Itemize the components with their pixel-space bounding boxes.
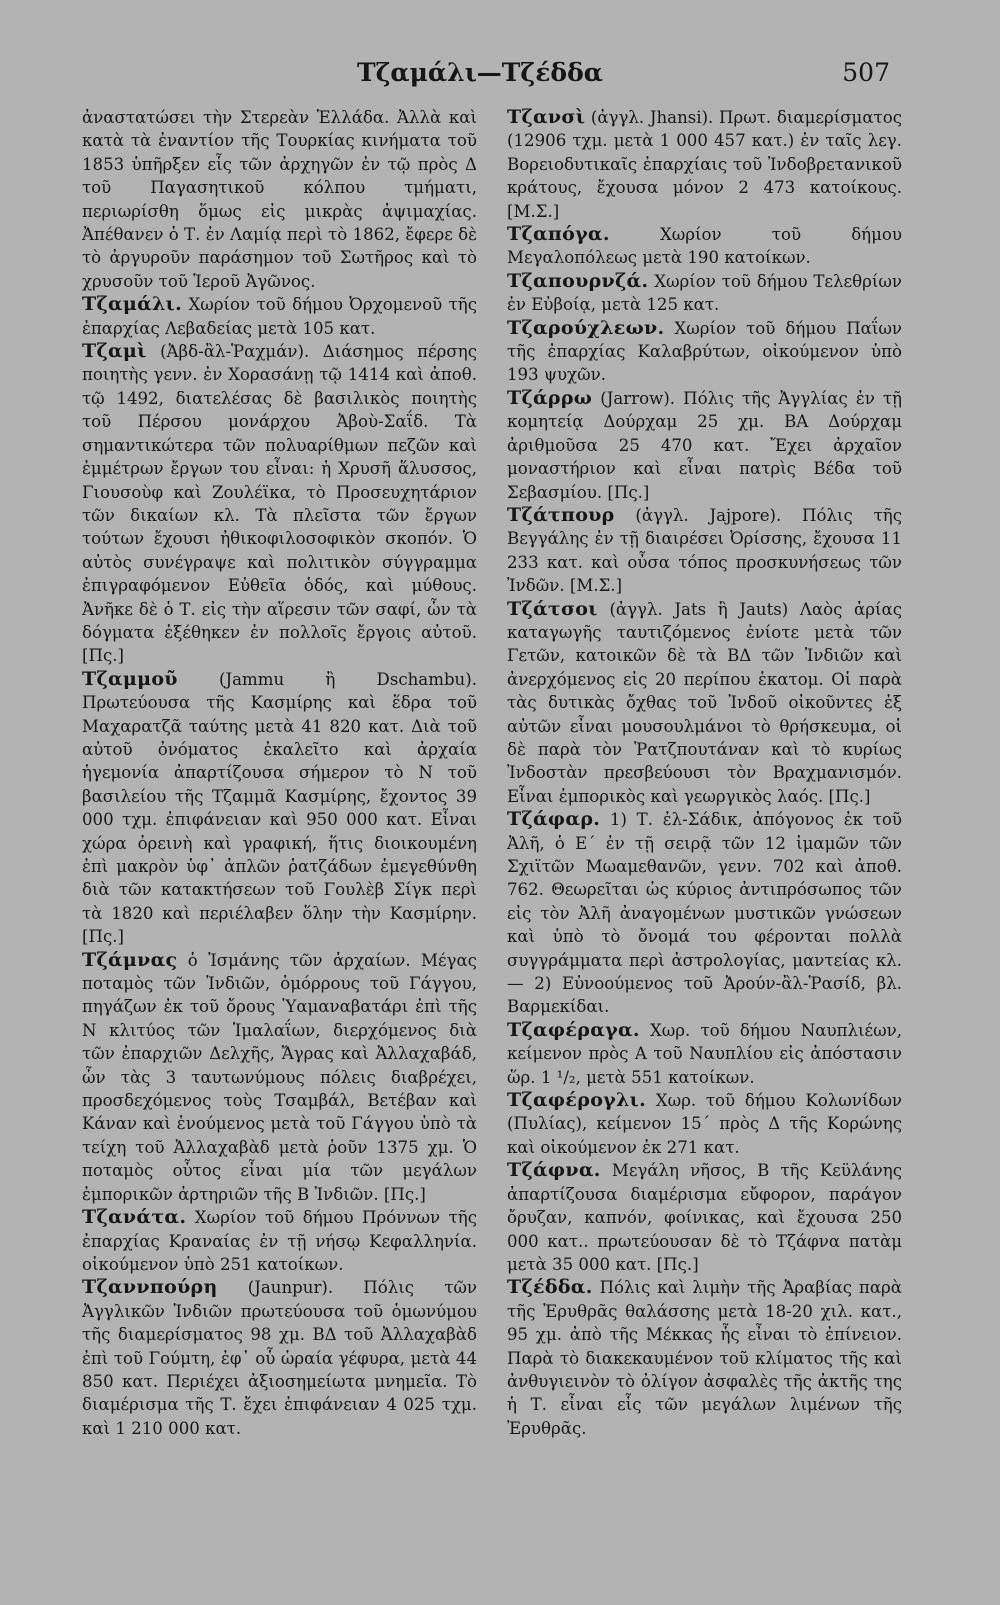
entry-headword: Τζαμμοῦ — [82, 667, 178, 690]
entry-headword: Τζαπουρνζά. — [507, 269, 649, 292]
dictionary-entry — [82, 668, 477, 949]
dictionary-entry — [507, 270, 902, 317]
entry-text: 1) Τ. ἐλ-Σάδικ, ἀπόγονος ἐκ τοῦ Ἀλῆ, ὁ Ε΄ ἐν τῇ σειρᾷ τῶν 12 ἰμαμῶν τῶν Σχιϊτῶν Μωαμεθανῶν, γενν. 702 καὶ ἀποθ. 762. Θεωρεῖται ὡς κύριος ἀντιπρόσωπος τῶν εἰς τὸν Ἀλῆ ἀναγομένων μυστικῶν γνώσεων καὶ ὑπὸ τὸ ὄνομά του φέρονται πολλὰ συγγράμματα περὶ ἀστρολογίας, μαντείας κλ. — 2) Εὐνοούμενος τοῦ Ἀρούν-ἂλ-Ῥασίδ, βλ. Βαρμεκίδαι. — [507, 810, 902, 1017]
dictionary-entry — [82, 1206, 477, 1276]
entry-text: Χωρ. τοῦ δήμου Κολωνίδων (Πυλίας), κείμενον 15΄ πρὸς Δ τῆς Κορώνης καὶ οἰκούμενον ἐκ 271 κατ. — [507, 1091, 903, 1157]
dictionary-entry — [82, 106, 477, 293]
dictionary-entry — [507, 223, 902, 270]
page-header — [70, 58, 890, 94]
dictionary-entry — [507, 808, 902, 1019]
entry-headword: Τζαπόγα. — [507, 223, 610, 246]
entry-text: (Ἀβδ-ἂλ-Ῥαχμάν). Διάσημος πέρσης ποιητὴς γενν. ἐν Χορασάνῃ τῷ 1414 καὶ ἀποθ. τῷ 1492, διατελέσας δὲ βασιλικὸς ποιητὴς τοῦ Πέρσου μονάρχου Ἀβοὺ-Σαΐδ. Τὰ σημαντικώτερα τῶν πολυαρίθμων πεζῶν καὶ ἐμμέτρων ἔργων του εἶναι: ἡ Χρυσῆ ἅλυσσος, Γιουσοὺφ καὶ Ζουλέϊκα, τὸ Προσευχητάριον τῶν δικαίων κλ. Τὰ πλεῖστα τῶν ἔργων τούτων ἔχουσι ἠθικοφιλοσοφικὸν σκοπόν. Ὁ αὐτὸς συνέγραψε καὶ πολιτικὸν σύγγραμμα ἐπιγραφόμενον Εὐθεῖα ὁδός, καὶ μύθους. Ἀνῆκε δὲ ὁ Τ. εἰς τὴν αἵρεσιν τῶν σαφί, ὧν τὰ δόγματα ἐξέθηκεν ἐν πολλοῖς ἔργοις αὐτοῦ. [Πς.] — [82, 342, 477, 666]
entry-headword: Τζαμὶ — [82, 340, 147, 363]
entry-text: (Jarrow). Πόλις τῆς Ἀγγλίας ἐν τῇ κομητείᾳ Δούρχαμ 25 χμ. ΒΑ Δούρχαμ ἀριθμοῦσα 25 470 κατ. Ἔχει ἀρχαῖον μοναστήριον καὶ εἶναι πατρὶς Βέδα τοῦ Σεβασμίου. [Πς.] — [507, 388, 902, 502]
entry-text: Χωρίον τοῦ δήμου Μεγαλοπόλεως μετὰ 190 κατοίκων. — [507, 225, 902, 268]
dictionary-entry — [507, 1276, 902, 1440]
entry-text: Χωρίον τοῦ δήμου Τελεθρίων ἐν Εὐβοίᾳ, μετὰ 125 κατ. — [507, 271, 902, 315]
entry-headword: Τζαρούχλεων. — [507, 316, 665, 339]
dictionary-entry — [507, 598, 902, 809]
entry-headword: Τζαφέραγα. — [507, 1018, 640, 1041]
entry-headword: Τζάτσοι — [507, 597, 598, 620]
dictionary-entry — [82, 1276, 477, 1440]
entry-headword: Τζάμνας — [82, 948, 178, 971]
right-column — [507, 106, 902, 1440]
dictionary-entry — [507, 317, 902, 387]
entry-text: Μεγάλη νῆσος, Β τῆς Κεϋλάνης ἀπαρτίζουσα διαμέρισμα εὔφορον, παράγον ὄρυζαν, καπνόν, φοίνικας, καὶ ἔχουσα 250 000 κατ.. πρωτεύουσαν δὲ τὸ Τζάφνα πατὰμ μετὰ 35 000 κατ. [Πς.] — [507, 1161, 902, 1274]
entry-text: (ἀγγλ. Jajpore). Πόλις τῆς Βεγγάλης ἐν τῇ διαιρέσει Ὀρίσσης, ἔχουσα 11 233 κατ. καὶ οὖσα τόπος προσκυνήσεως τῶν Ἰνδῶν. [Μ.Σ.] — [507, 505, 902, 596]
entry-text: (Jaunpur). Πόλις τῶν Ἀγγλικῶν Ἰνδιῶν πρωτεύουσα τοῦ ὁμωνύμου τῆς διαμερίσματος 98 χμ. ΒΔ τοῦ Ἀλλαχαβὰδ ἐπὶ τοῦ Γούμτη, ἐφ᾽ οὗ ὡραία γέφυρα, μετὰ 44 850 κατ. Περιέχει ἀξιοσημείωτα μνημεῖα. Τὸ διαμέρισμα τῆς Τ. ἔχει ἐπιφάνειαν 4 025 τχμ. καὶ 1 210 000 κατ. — [82, 1278, 477, 1438]
left-column — [82, 106, 477, 1440]
entry-headword: Τζέδδα. — [507, 1276, 593, 1299]
dictionary-entry — [507, 504, 902, 598]
dictionary-entry — [82, 293, 477, 340]
entry-headword: Τζανάτα. — [82, 1206, 187, 1229]
running-head: Τζαμάλι—Τζέδδα — [356, 58, 603, 87]
entry-text: Χωρίον τοῦ δήμου Ὀρχομενοῦ τῆς ἐπαρχίας Λεβαδείας μετὰ 105 κατ. — [82, 295, 478, 338]
entry-headword: Τζάτπουρ — [507, 503, 615, 526]
entry-text: Χωρίον τοῦ δήμου Πρόννων τῆς ἐπαρχίας Κραναίας ἐν τῇ νήσῳ Κεφαλληνία. οἰκούμενον ὑπὸ 251 κατοίκων. — [82, 1208, 477, 1274]
entry-text: (ἀγγλ. Jhansi). Πρωτ. διαμερίσματος (12906 τχμ. μετὰ 1 000 457 κατ.) ἐν ταῖς λεγ. Βορειοδυτικαῖς ἐπαρχίαις τοῦ Ἰνδοβρετανικοῦ κράτους, ἔχουσα μόνον 2 473 κατοίκους. [Μ.Σ.] — [507, 108, 902, 221]
entry-headword: Τζανσὶ — [507, 106, 586, 128]
dictionary-entry — [507, 387, 902, 504]
entry-text: Χωρ. τοῦ δήμου Ναυπλιέων, κείμενον πρὸς Α τοῦ Ναυπλίου εἰς ἀπόστασιν ὥρ. 1 ¹/₂, μετὰ 551 κατοίκων. — [507, 1020, 902, 1087]
dictionary-entry — [507, 106, 902, 223]
entry-headword: Τζαμάλι. — [82, 293, 183, 316]
entry-text: (ἀγγλ. Jats ἢ Jauts) Λαὸς ἀρίας καταγωγῆς ταυτιζόμενος ἐνίοτε μετὰ τῶν Γετῶν, κατοικῶν δὲ τὰ ΒΔ τῶν Ἰνδιῶν καὶ ἀνερχόμενος εἰς 20 περίπου ἑκατομ. Οἱ παρὰ τὰς δυτικὰς ὄχθας τοῦ Ἰνδοῦ οἰκοῦντες ἐξ αὐτῶν εἶναι μουσουλμάνοι τὸ θρήσκευμα, οἱ δὲ παρὰ τὸν Ῥατζπουτάναν καὶ τὸ κυρίως Ἰνδοστὰν πρεσβεύουσι τὸν Βραχμανισμόν. Εἶναι ἐμπορικὸς καὶ γεωργικὸς λαός. [Πς.] — [507, 599, 902, 806]
dictionary-entry — [507, 1159, 902, 1276]
entry-text: Πόλις καὶ λιμὴν τῆς Ἀραβίας παρὰ τῆς Ἐρυθρᾶς θαλάσσης μετὰ 18-20 χιλ. κατ., 95 χμ. ἀπὸ τῆς Μέκκας ἧς εἶναι τὸ ἐπίνειον. Παρὰ τὸ διακεκαυμένον τοῦ κλίματος τῆς καὶ ἀνθυγιεινὸν τὸ ὀλίγον ἀσφαλὲς τῆς ἀκτῆς της ἡ Τ. εἶναι εἷς τῶν μεγάλων λιμένων τῆς Ἐρυθρᾶς. — [507, 1278, 902, 1438]
entry-text: (Jammu ἢ Dschambu). Πρωτεύουσα τῆς Κασμίρης καὶ ἕδρα τοῦ Μαχαρατζᾶ ταύτης μετὰ 41 820 κατ. Διὰ τοῦ αὐτοῦ ὀνόματος ἐκαλεῖτο καὶ ἀρχαία ἡγεμονία ἀπαρτίζουσα σήμερον τὸ Ν τοῦ βασιλείου τῆς Τζαμμᾶ Κασμίρης, ἔχοντος 39 000 τχμ. ἐπιφάνειαν καὶ 950 000 κατ. Εἶναι χώρα ὀρεινὴ καὶ γραφική, ἥτις διοικουμένη ἐπὶ μακρὸν ὑφ᾽ ἁπλῶν ῥατζάδων ἐμεγεθύνθη διὰ τῶν κατακτήσεων τοῦ Γουλὲβ Σίγκ περὶ τὰ 1820 καὶ περιέλαβεν ὅλην τὴν Κασμίρην. [Πς.] — [82, 669, 477, 947]
entry-headword: Τζαφέρογλι. — [507, 1089, 647, 1112]
entry-headword: Τζάρρω — [507, 386, 593, 409]
dictionary-entry — [507, 1019, 902, 1089]
entry-headword: Τζάφνα. — [507, 1159, 601, 1182]
page-number: 507 — [842, 58, 890, 87]
dictionary-entry — [82, 340, 477, 668]
dictionary-entry — [507, 1089, 902, 1159]
entry-headword: Τζαννπούρη — [82, 1276, 218, 1299]
entry-text: ὁ Ἰσμάνης τῶν ἀρχαίων. Μέγας ποταμὸς τῶν Ἰνδιῶν, ὁμόρρους τοῦ Γάγγου, πηγάζων ἐκ τοῦ ὄρους Ὑαμαναβατάρι ἐπὶ τῆς Ν κλιτύος τῶν Ἱμαλαΐων, διερχόμενος διὰ τῶν ἐπαρχιῶν Δελχῆς, Ἄγρας καὶ Ἀλλαχαβάδ, ὧν τὰς 3 ταυτωνύμους πόλεις διαβρέχει, προσδεχόμενος τοὺς Τσαμβάλ, Βετέβαν καὶ Κάναν καὶ ἑνούμενος μετὰ τοῦ Γάγγου ὑπὸ τὰ τείχη τοῦ Ἀλλαχαβὰδ μετὰ ῥοῦν 1375 χμ. Ὁ ποταμὸς οὗτος εἶναι μία τῶν μεγάλων ἐμπορικῶν ἀρτηριῶν τῆς Β Ἰνδιῶν. [Πς.] — [82, 950, 477, 1204]
entry-headword: Τζάφαρ. — [507, 808, 601, 831]
entry-text: Χωρίον τοῦ δήμου Παΐων τῆς ἐπαρχίας Καλαβρύτων, οἰκούμενον ὑπὸ 193 ψυχῶν. — [507, 318, 902, 385]
entry-text: ἀναστατώσει τὴν Στερεὰν Ἑλλάδα. Ἀλλὰ καὶ κατὰ τὰ ἐναντίον τῆς Τουρκίας κινήματα τοῦ 1853 ὑπῆρξεν εἷς τῶν ἀρχηγῶν ἐν τῷ πρὸς Δ τοῦ Παγασητικοῦ κόλπου τμήματι, περιωρίσθη ὅμως εἰς μικρὰς ἀψιμαχίας. Ἀπέθανεν ὁ Τ. ἐν Λαμίᾳ περὶ τὸ 1862, ἔφερε δὲ τὸ ἀργυροῦν παράσημον τοῦ Σωτῆρος καὶ τὸ χρυσοῦν τοῦ Ἱεροῦ Ἀγῶνος. — [82, 108, 477, 291]
dictionary-entry — [82, 949, 477, 1206]
